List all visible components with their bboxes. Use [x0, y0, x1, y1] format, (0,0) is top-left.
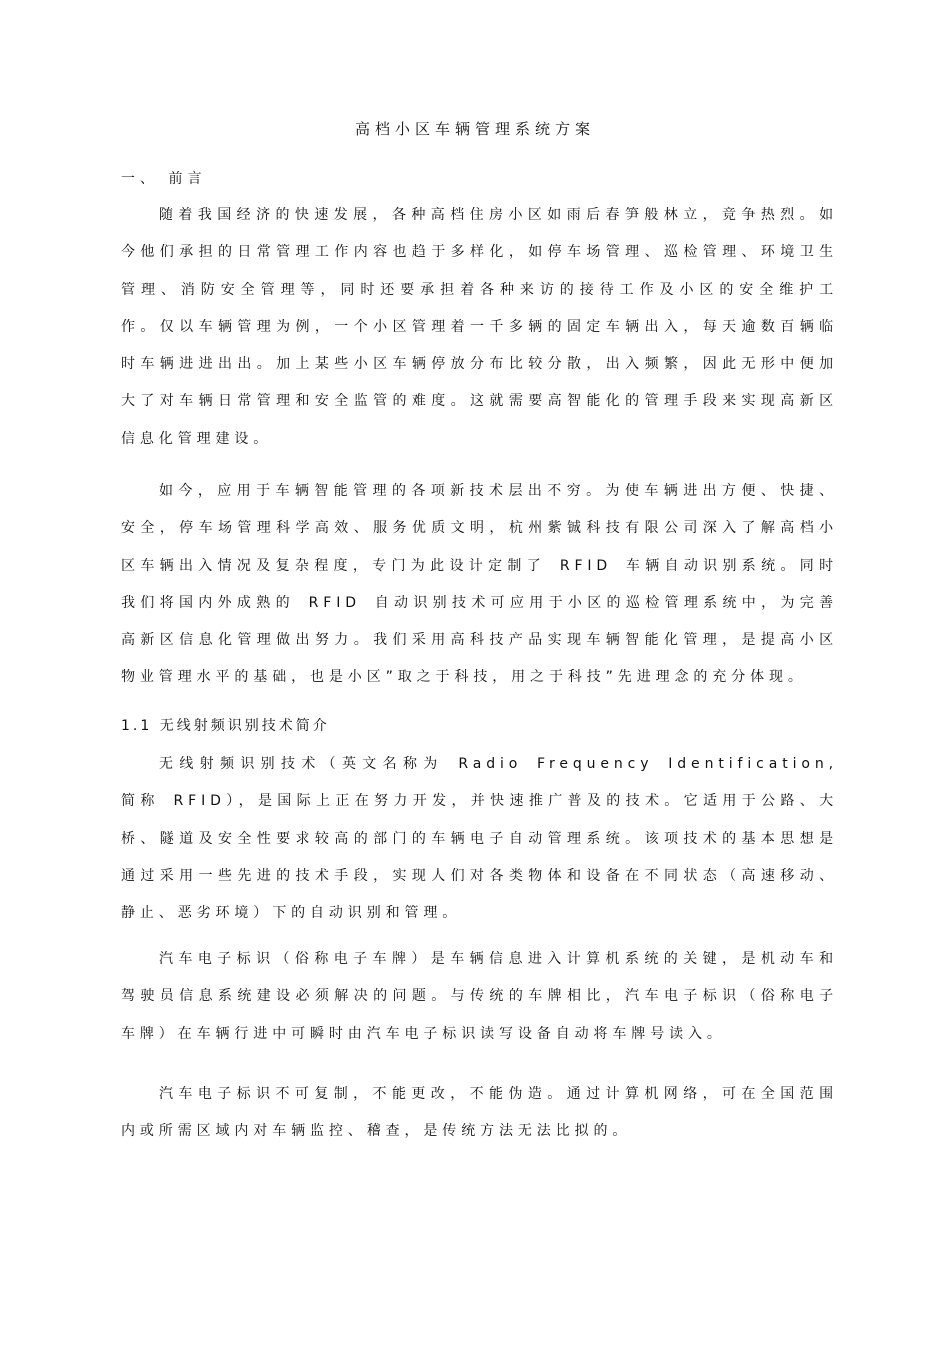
paragraph-intro: 随着我国经济的快速发展，各种高档住房小区如雨后春笋般林立，竞争热烈。如今他们承担的日常管理工作内容也趋于多样化，如停车场管理、巡检管理、环境卫生管理、消防安全管理等，同时还要承担着各种来访的接待工作及小区的安全维护工作。仅以车辆管理为例，一个小区管理着一千多辆的固定车辆出入，每天逾数百辆临时车辆进进出出。加上某些小区车辆停放分布比较分散，出入频繁，因此无形中便加大了对车辆日常管理和安全监管的难度。这就需要高智能化的管理手段来实现高新区信息化管理建设。 [121, 207, 838, 447]
document-title: 高档小区车辆管理系统方案 [354, 120, 595, 138]
paragraph-rfid-definition: 无线射频识别技术（英文名称为 Radio Frequency Identification, 简称 RFID），是国际上正在努力开发，并快速推广普及的技术。它适用于公路、大桥、隧道及安全性要求较高的部门的车辆电子自动管理系统。该项技术的基本思想是通过采用一些先进的技术手段，实现人们对各类物体和设备在不同状态（高速移动、静止、恶劣环境）下的自动识别和管理。 [121, 756, 838, 922]
paragraph-anti-forgery: 汽车电子标识不可复制，不能更改，不能伪造。通过计算机网络，可在全国范围内或所需区域内对车辆监控、稽查，是传统方法无法比拟的。 [121, 1086, 838, 1140]
subsection-heading-rfid: 1.1 无线射频识别技术简介 [121, 718, 330, 734]
paragraph-electronic-plate: 汽车电子标识（俗称电子车牌）是车辆信息进入计算机系统的关键，是机动车和驾驶员信息系统建设必须解决的问题。与传统的车牌相比，汽车电子标识（俗称电子车牌）在车辆行进中可瞬时由汽车电子标识读写设备自动将车牌号读入。 [121, 951, 838, 1042]
section-heading-preface: 一、 前言 [121, 171, 207, 187]
paragraph-rfid-solution: 如今，应用于车辆智能管理的各项新技术层出不穷。为使车辆进出方便、快捷、安全，停车场管理科学高效、服务优质文明，杭州紫铖科技有限公司深入了解高档小区车辆出入情况及复杂程度，专门为此设计定制了 RFID 车辆自动识别系统。同时我们将国内外成熟的 RFID 自动识别技术可应用于小区的巡检管理系统中，为完善高新区信息化管理做出努力。我们采用高科技产品实现车辆智能化管理，是提高小区物业管理水平的基础，也是小区”取之于科技，用之于科技”先进理念的充分体现。 [121, 483, 838, 686]
